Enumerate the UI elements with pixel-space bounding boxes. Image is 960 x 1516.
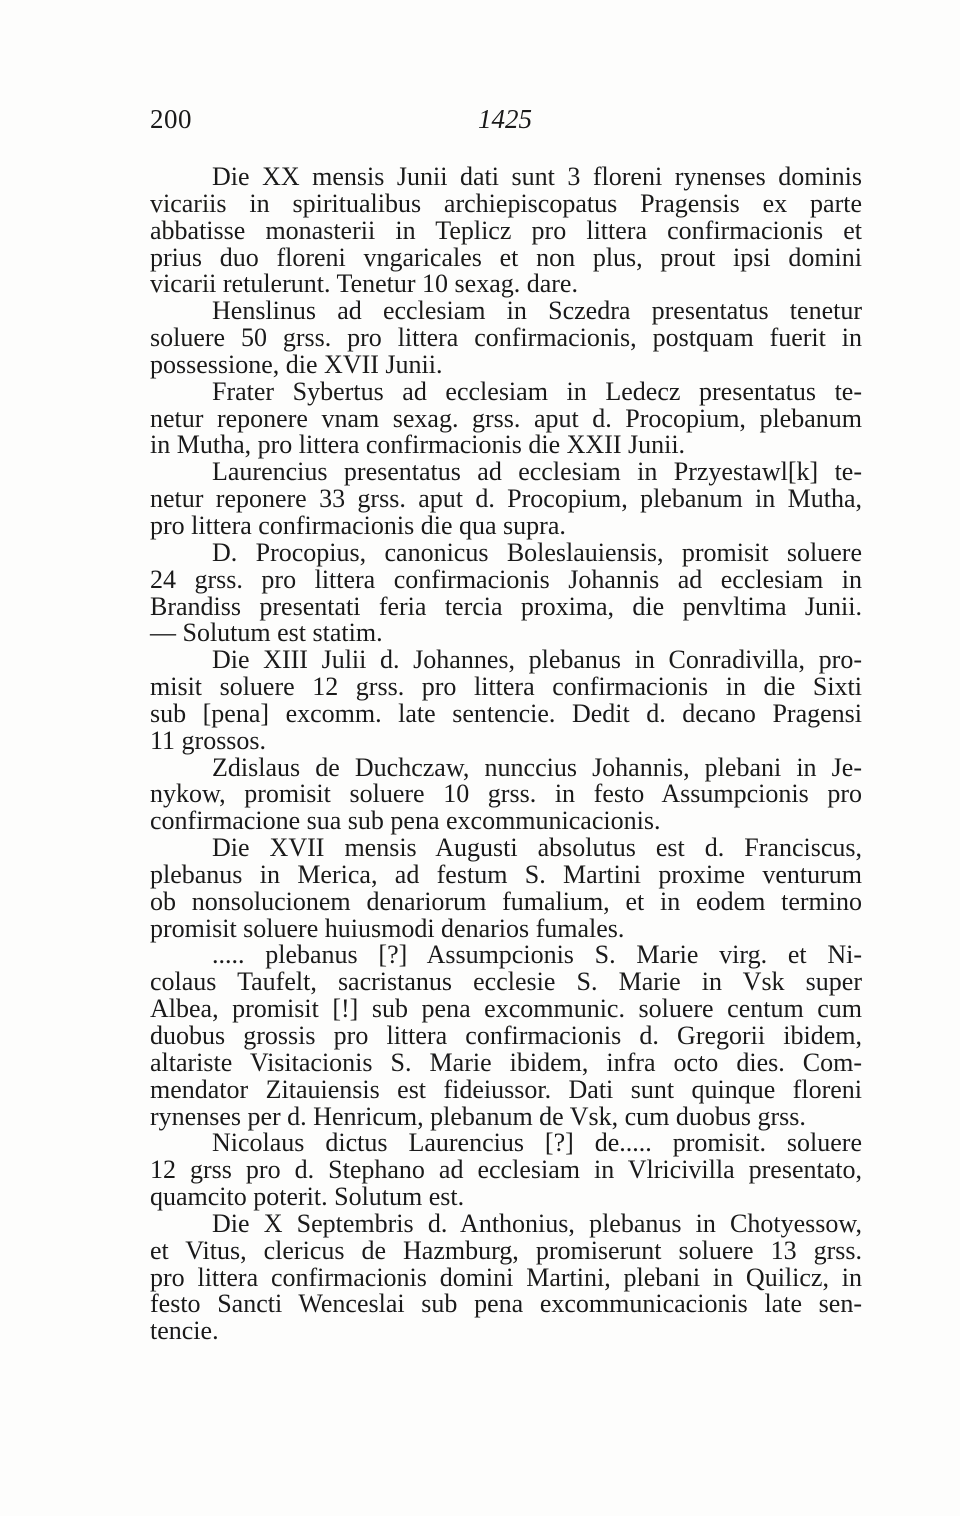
text-line: ..... plebanus [?] Assumpcionis S. Marie virg. et Ni- xyxy=(212,940,862,970)
text-line: vicariis in spiritualibus archiepiscopatus Pragensis ex parte xyxy=(150,188,862,218)
text-line: Die XIII Julii d. Johannes, plebanus in Conradivilla, pro- xyxy=(212,645,862,675)
text-line: 11 grossos. xyxy=(150,725,267,755)
text-line: in Mutha, pro littera confirmacionis die XXII Junii. xyxy=(150,430,686,460)
text-line: Laurencius presentatus ad ecclesiam in Przyestawl[k] te- xyxy=(212,457,862,487)
text-line: pro littera confirmacionis die qua supra. xyxy=(150,510,566,540)
text-line: promisit soluere huiusmodi denarios fumales. xyxy=(150,913,625,943)
text-line: netur reponere vnam sexag. grss. aput d. Procopium, plebanum xyxy=(150,403,862,433)
text-line: nykow, promisit soluere 10 grss. in festo Assumpcionis pro xyxy=(150,779,862,809)
text-line: Zdislaus de Duchczaw, nunccius Johannis, plebani in Je- xyxy=(212,752,862,782)
text-line: colaus Taufelt, sacristanus ecclesie S. Marie in Vsk super xyxy=(150,967,862,997)
text-line: Brandiss presentati feria tercia proxima, die penvltima Junii. xyxy=(150,591,862,621)
text-line: 12 grss pro d. Stephano ad ecclesiam in Vlricivilla presentato, xyxy=(150,1155,862,1185)
text-line: duobus grossis pro littera confirmacionis d. Gregorii ibidem, xyxy=(150,1021,862,1050)
text-line: Die XX mensis Junii dati sunt 3 floreni rynenses dominis xyxy=(212,162,862,191)
text-line: plebanus in Merica, ad festum S. Martini proxime venturum xyxy=(150,859,862,889)
text-line: mendator Zitauiensis est fideiussor. Dati sunt quinque floreni xyxy=(150,1074,862,1104)
text-line: altariste Visitacionis S. Marie ibidem, infra octo dies. Com- xyxy=(150,1047,862,1077)
text-line: netur reponere 33 grss. aput d. Procopium, plebanum in Mutha, xyxy=(150,484,862,514)
text-line: et Vitus, clericus de Hazmburg, promiserunt soluere 13 grss. xyxy=(150,1235,862,1265)
text-line: Die XVII mensis Augusti absolutus est d. Franciscus, xyxy=(212,833,862,863)
running-head-year: 1425 xyxy=(478,104,532,134)
text-line: rynenses per d. Henricum, plebanum de Vsk, cum duobus grss. xyxy=(150,1101,806,1131)
text-line: ob nonsolucionem denariorum fumalium, et in eodem termino xyxy=(150,886,862,916)
text-line: prius duo floreni vngaricales et non plus, prout ipsi domini xyxy=(150,242,862,272)
text-line: 24 grss. pro littera confirmacionis Johannis ad ecclesiam in xyxy=(150,564,862,594)
text-line: — Solutum est statim. xyxy=(150,618,383,648)
text-line: tencie. xyxy=(150,1316,219,1346)
text-line: Die X Septembris d. Anthonius, plebanus in Chotyessow, xyxy=(212,1208,862,1238)
text-line: possessione, die XVII Junii. xyxy=(150,349,443,379)
text-line: Henslinus ad ecclesiam in Sczedra presentatus tenetur xyxy=(212,296,862,326)
text-line: D. Procopius, canonicus Boleslauiensis, promisit soluere xyxy=(212,537,862,567)
text-line: abbatisse monasterii in Teplicz pro littera confirmacionis et xyxy=(150,215,862,245)
body-text xyxy=(150,164,862,1345)
text-line: festo Sancti Wenceslai sub pena excommunicacionis late sen- xyxy=(150,1289,862,1319)
text-line: Nicolaus dictus Laurencius [?] de..... promisit. soluere xyxy=(212,1128,862,1158)
text-line: vicarii retulerunt. Tenetur 10 sexag. dare. xyxy=(150,269,578,299)
text-line: confirmacione sua sub pena excommunicacionis. xyxy=(150,806,661,836)
text-line: Albea, promisit [!] sub pena excommunic. soluere centum cum xyxy=(150,994,862,1024)
text-line: quamcito poterit. Solutum est. xyxy=(150,1182,465,1212)
text-line: misit soluere 12 grss. pro littera confirmacionis in die Sixti xyxy=(150,672,862,702)
text-line: pro littera confirmacionis domini Martini, plebani in Quilicz, in xyxy=(150,1262,862,1292)
text-line: soluere 50 grss. pro littera confirmacionis, postquam fuerit in xyxy=(150,323,862,353)
text-line: sub [pena] excomm. late sentencie. Dedit d. decano Pragensi xyxy=(150,698,862,728)
text-line: Frater Sybertus ad ecclesiam in Ledecz presentatus te- xyxy=(212,376,862,406)
page-number: 200 xyxy=(150,104,192,134)
